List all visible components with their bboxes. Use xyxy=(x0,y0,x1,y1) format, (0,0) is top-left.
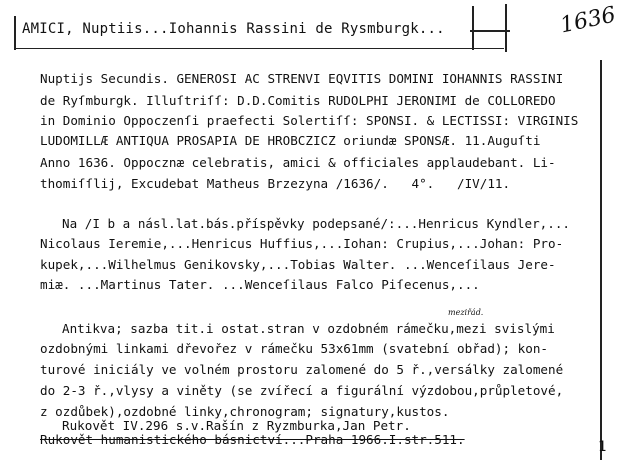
header-ink-line-2 xyxy=(472,6,474,50)
description-line-1: Antikva; sazba tit.i ostat.stran v ozdobném rámečku,mezi svislými xyxy=(62,321,555,336)
handwritten-year: 1636 xyxy=(558,2,618,39)
title-line-1: Nuptijs Secundis. GENEROSI AC STRENVI EQVITIS DOMINI IOHANNIS RASSINI xyxy=(40,71,564,86)
card-heading: AMICI, Nuptiis...Iohannis Rassini de Rysmburgk... xyxy=(22,21,445,37)
interlinear-annotation: meziřád. xyxy=(448,308,484,317)
contributors-line-3: kupek,...Wilhelmus Genikovsky,...Tobias Walter. ...Wenceſilaus Jere- xyxy=(40,257,556,272)
header-ink-line-4 xyxy=(470,30,510,32)
contributors-line-2: Nicolaus Ieremie,...Henricus Huffius,...Iohan: Crupius,...Johan: Pro- xyxy=(40,236,564,251)
title-line-6: thomiſſlij, Excudebat Matheus Brzezyna /1636/. 4°. /IV/11. xyxy=(40,176,511,191)
contributors-line-4: miæ. ...Martinus Tater. ...Wenceſilaus Falco Piſecenus,... xyxy=(40,277,480,292)
description-line-4: do 2-3 ř.,vlysy a viněty (se zvířecí a figurální výzdobou,průpletové, xyxy=(40,383,564,398)
struck-reference: Rukovět humanistického básnictví...Praha 1966.I.str.511. xyxy=(40,432,465,447)
title-line-2: de Ryſmburgk. Illuſtriſſ: D.D.Comitis RUDOLPHI JERONIMI de COLLOREDO xyxy=(40,93,556,108)
contributors-line-1: Na /I b a násl.lat.bás.příspěvky podepsané/:...Henricus Kyndler,... xyxy=(62,216,570,231)
header-ink-line-3 xyxy=(505,4,507,52)
description-line-3: turové iniciály ve volném prostoru zalomené do 5 ř.,versálky zalomené xyxy=(40,362,564,377)
header-underline xyxy=(14,48,504,49)
title-line-3: in Dominio Oppoczenſi praefecti Solertiſſ: SPONSI. & LECTISSI: VIRGINIS xyxy=(40,113,579,128)
title-line-5: Anno 1636. Oppocznæ celebratis, amici & officiales applaudebant. Li- xyxy=(40,155,556,170)
header-ink-line xyxy=(14,16,16,50)
page-number: 1 xyxy=(598,439,607,455)
manuscript-reference: Rukovět IV.296 s.v.Rašín z Ryzmburka,Jan Petr. xyxy=(62,418,411,433)
title-line-4: LUDOMILLÆ ANTIQUA PROSAPIA DE HROBCZICZ oriundæ SPONSÆ. 11.Auguſti xyxy=(40,133,541,148)
right-margin-rule xyxy=(600,60,602,460)
description-line-5: z ozdůbek),ozdobné linky,chronogram; signatury,kustos. xyxy=(40,404,450,419)
description-line-2: ozdobnými linkami dřevořez v rámečku 53x61mm (svatební obřad); kon- xyxy=(40,341,548,356)
